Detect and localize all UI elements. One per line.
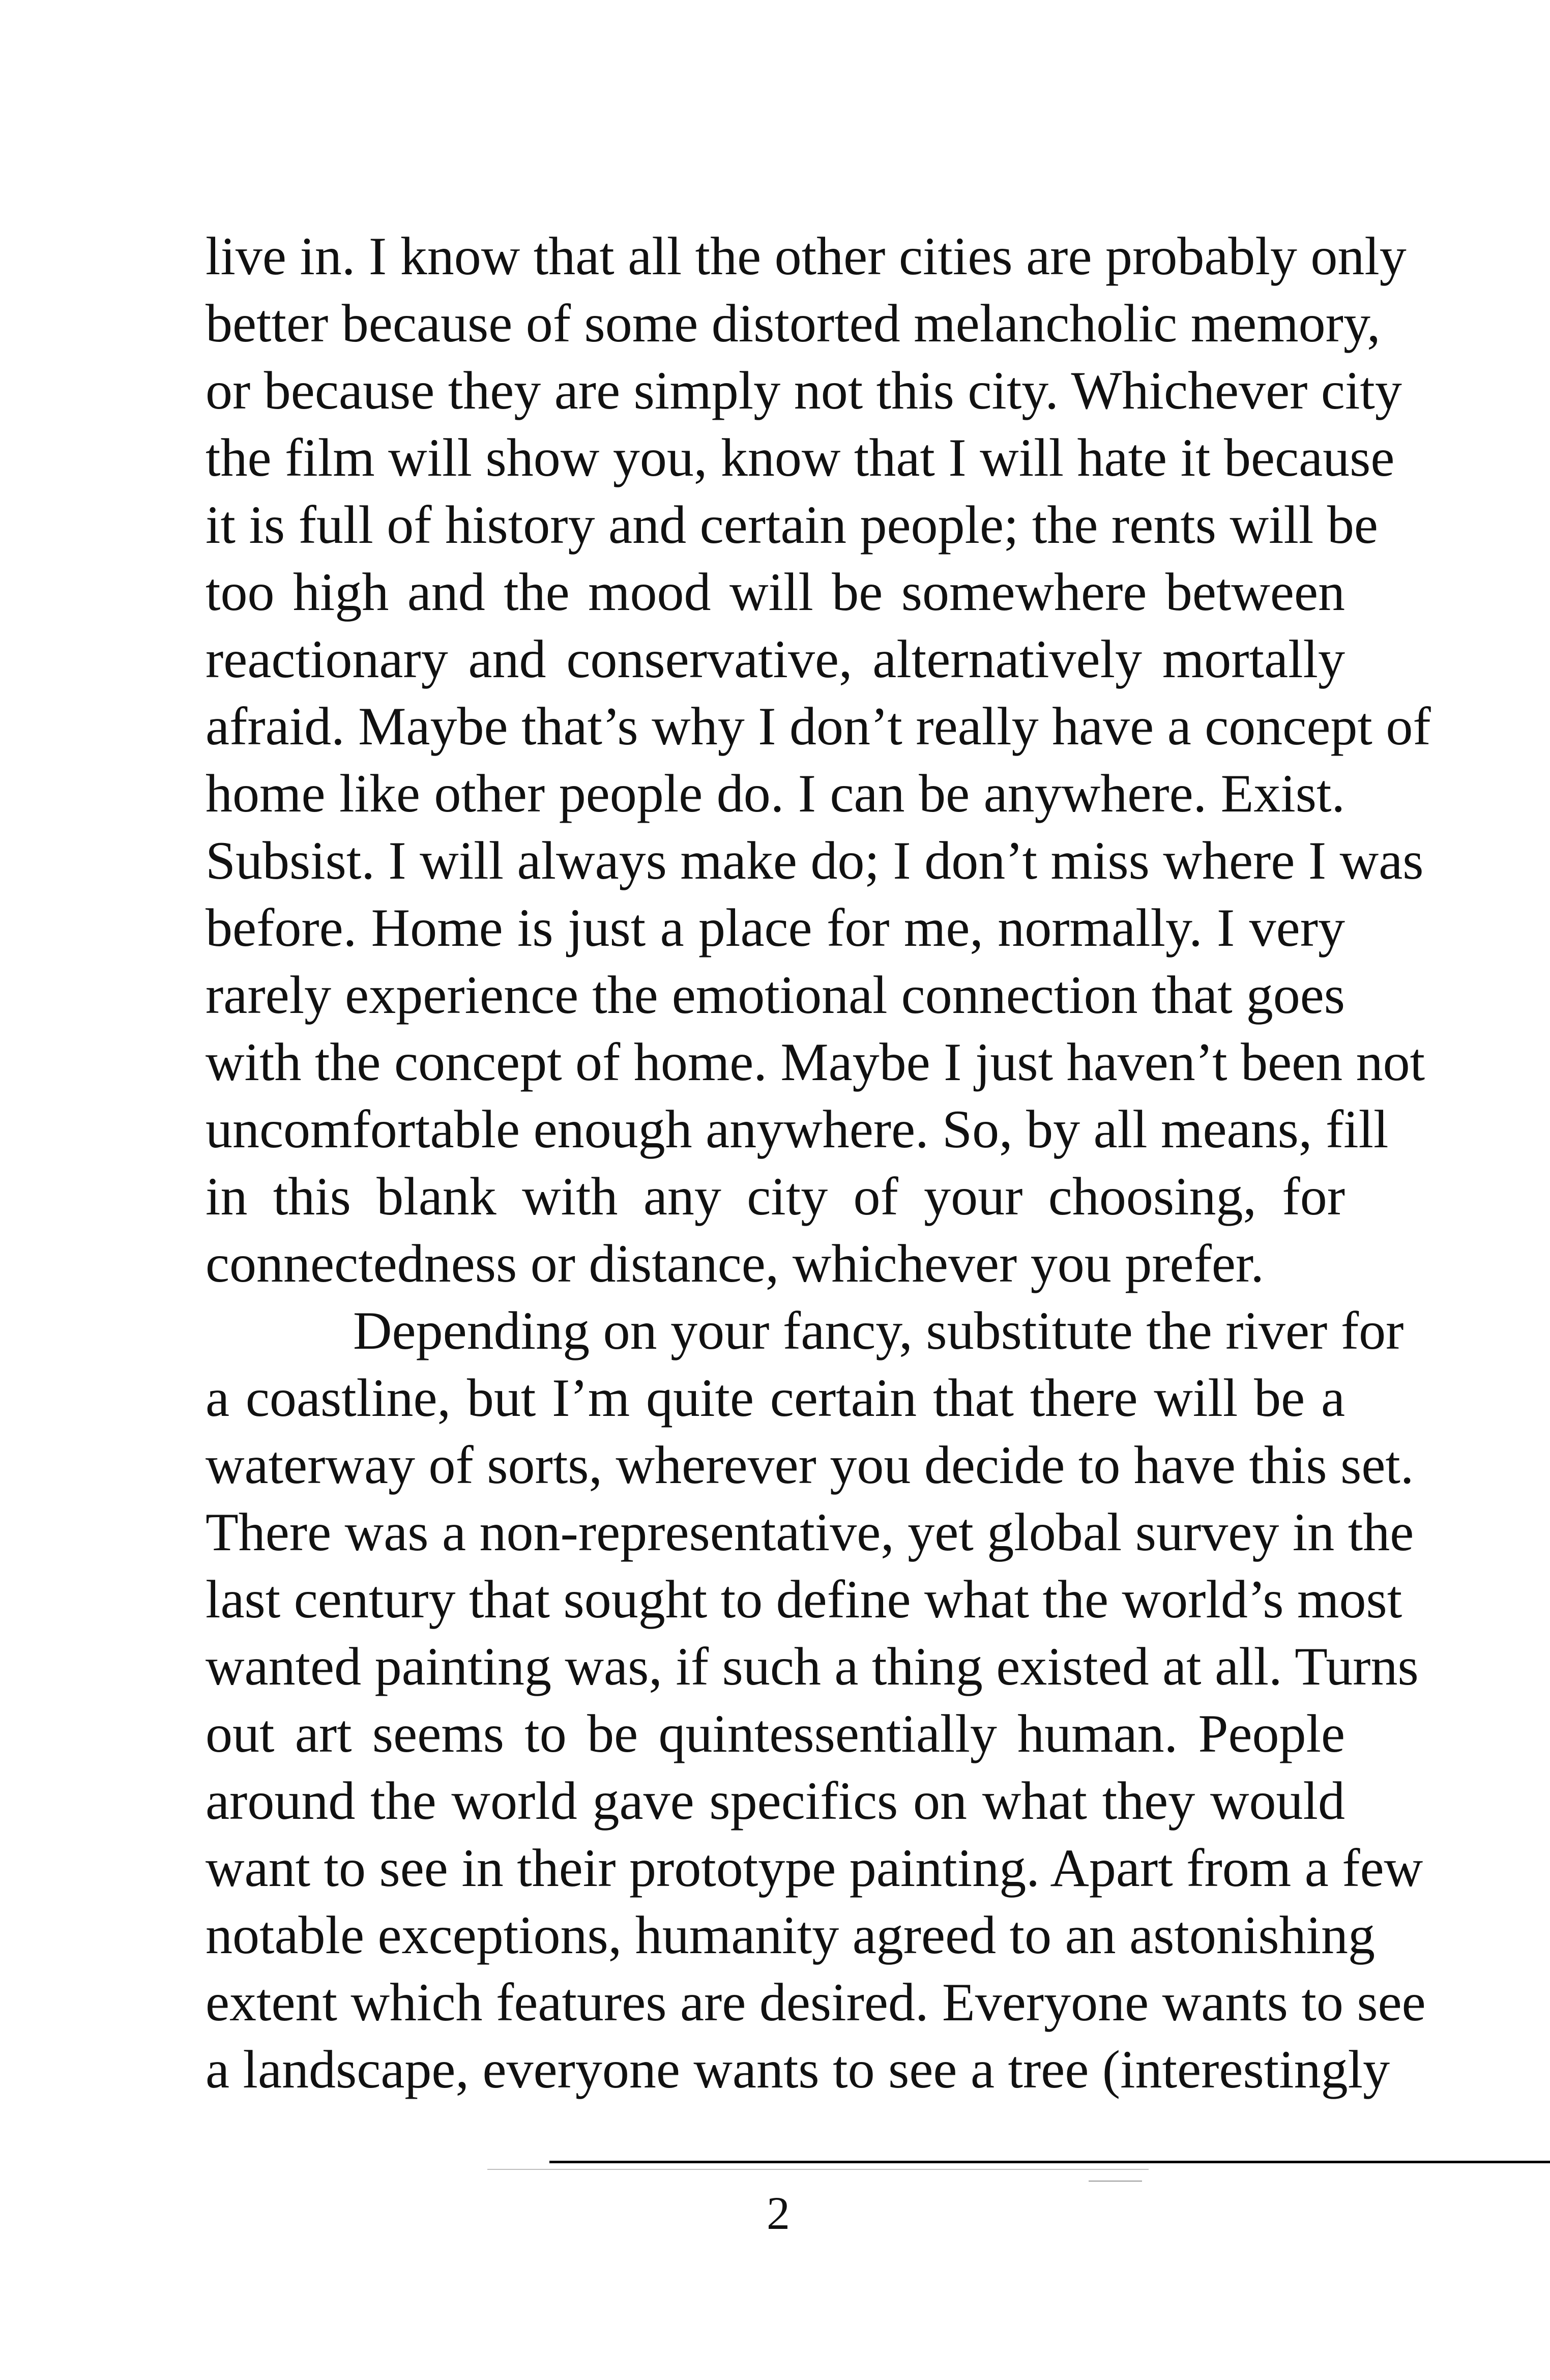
text-line: live in. I know that all the other cities are probably only xyxy=(206,226,1407,286)
text-line: the film will show you, know that I will hate it because xyxy=(206,428,1395,487)
text-line: out art seems to be quintessentially human. People xyxy=(206,1704,1345,1763)
text-line: or because they are simply not this city. Whichever city xyxy=(206,361,1402,420)
body-text xyxy=(206,223,1431,2103)
text-line: afraid. Maybe that’s why I don’t really have a concept of xyxy=(206,696,1431,756)
paragraph-start-line: Depending on your fancy, substitute the river for xyxy=(353,1301,1404,1360)
text-line: There was a non-representative, yet global survey in the xyxy=(206,1502,1414,1562)
text-line: extent which features are desired. Everyone wants to see xyxy=(206,1972,1426,2032)
text-line: with the concept of home. Maybe I just haven’t been not xyxy=(206,1032,1425,1092)
text-line: too high and the mood will be somewhere between xyxy=(206,562,1345,622)
footer-faint-rule xyxy=(487,2169,1149,2170)
text-line: want to see in their prototype painting. Apart from a few xyxy=(206,1838,1423,1898)
text-line: uncomfortable enough anywhere. So, by all means, fill xyxy=(206,1099,1389,1159)
paragraph-end-line: connectedness or distance, whichever you prefer. xyxy=(206,1234,1264,1293)
text-line: rarely experience the emotional connection that goes xyxy=(206,965,1345,1025)
text-line: before. Home is just a place for me, normally. I very xyxy=(206,898,1345,957)
page-number: 2 xyxy=(767,2187,790,2239)
text-line: a coastline, but I’m quite certain that there will be a xyxy=(206,1368,1345,1428)
text-line: last century that sought to define what the world’s most xyxy=(206,1570,1402,1629)
text-line: waterway of sorts, wherever you decide to have this set. xyxy=(206,1435,1414,1495)
footer-rule xyxy=(549,2161,1550,2163)
text-line: it is full of history and certain people; the rents will be xyxy=(206,495,1378,555)
text-line: reactionary and conservative, alternatively mortally xyxy=(206,629,1345,689)
text-line: better because of some distorted melancholic memory, xyxy=(206,294,1381,353)
text-line: Subsist. I will always make do; I don’t miss where I was xyxy=(206,831,1424,890)
text-line: wanted painting was, if such a thing existed at all. Turns xyxy=(206,1637,1419,1696)
text-line: in this blank with any city of your choosing, for xyxy=(206,1167,1345,1226)
text-line: notable exceptions, humanity agreed to an astonishing xyxy=(206,1905,1376,1965)
text-line: a landscape, everyone wants to see a tree (interestingly xyxy=(206,2040,1390,2099)
text-line: around the world gave specifics on what they would xyxy=(206,1771,1345,1831)
footer-short-mark xyxy=(1089,2181,1142,2182)
text-line: home like other people do. I can be anywhere. Exist. xyxy=(206,764,1345,823)
